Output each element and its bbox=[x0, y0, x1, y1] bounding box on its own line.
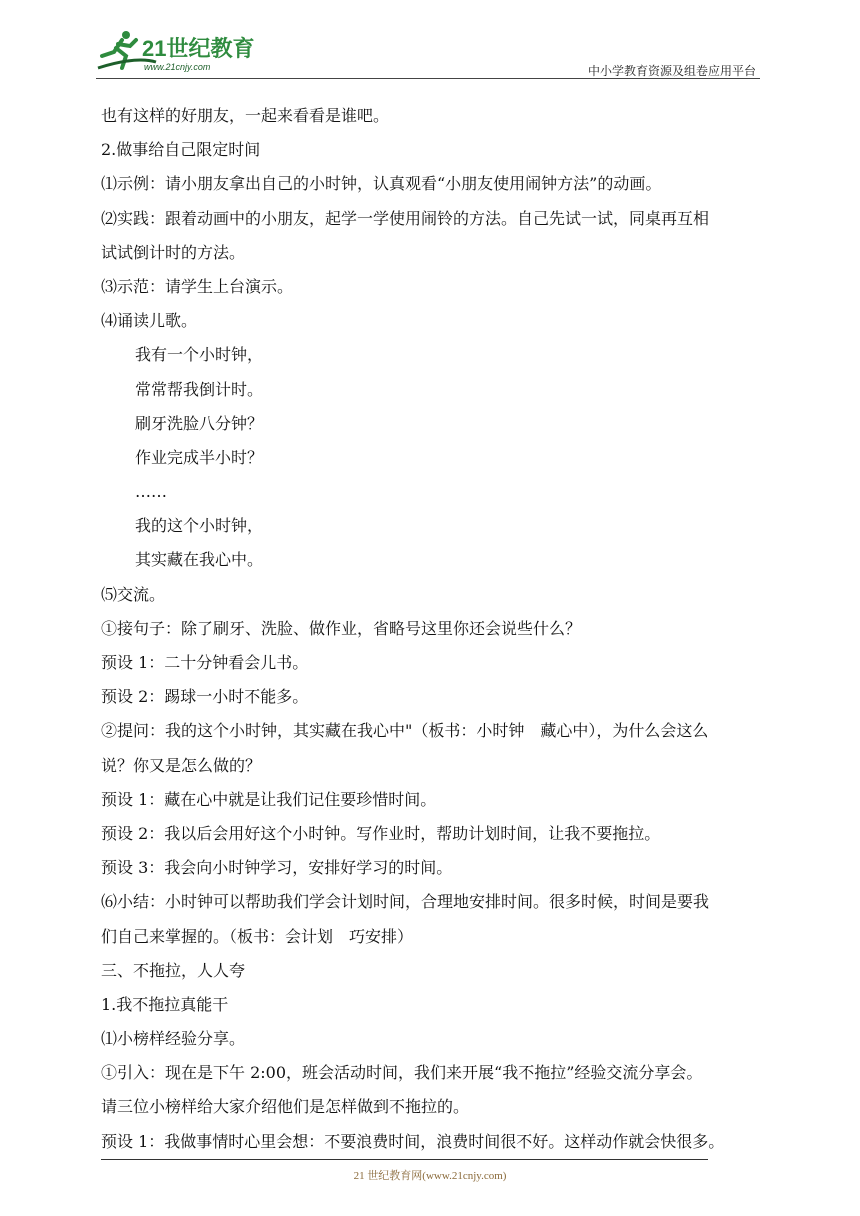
text-line: 也有这样的好朋友，一起来看看是谁吧。 bbox=[101, 106, 390, 125]
poem-line: 我的这个小时钟， bbox=[135, 516, 264, 536]
page-footer: 21 世纪教育网(www.21cnjy.com) bbox=[353, 1170, 507, 1182]
text-line: ⑵实践：跟着动画中的小朋友，起学一学使用闹铃的方法。自己先试一试，同桌再互相 bbox=[101, 208, 710, 228]
logo-text: 21世纪教育 bbox=[142, 36, 255, 61]
text-line: 预设 1：我做事情时心里会想：不要浪费时间，浪费时间很不好。这样动作就会快很多。 bbox=[101, 1131, 725, 1151]
text-line: ⑴小榜样经验分享。 bbox=[101, 1029, 246, 1049]
text-line: 们自己来掌握的。（板书：会计划 巧安排） bbox=[101, 926, 414, 946]
page-header bbox=[96, 26, 760, 78]
logo-url: www.21cnjy.com bbox=[144, 62, 211, 72]
text-line: ⑷诵读儿歌。 bbox=[101, 311, 198, 331]
text-line: ①引入：现在是下午 2:00，班会活动时间，我们来开展“我不拖拉”经验交流分享会。 bbox=[101, 1063, 703, 1083]
text-line: ⑸交流。 bbox=[101, 584, 166, 604]
poem-line: 我有一个小时钟， bbox=[135, 345, 264, 365]
header-divider bbox=[96, 78, 760, 79]
section-heading: 2.做事给自己限定时间 bbox=[101, 140, 261, 160]
text-line: ②提问：我的这个小时钟，其实藏在我心中"（板书：小时钟 藏心中），为什么会这么 bbox=[101, 721, 709, 741]
text-line: 预设 2：踢球一小时不能多。 bbox=[101, 687, 309, 707]
poem-line: 常常帮我倒计时。 bbox=[135, 379, 264, 399]
text-line: 请三位小榜样给大家介绍他们是怎样做到不拖拉的。 bbox=[101, 1097, 470, 1117]
document-body bbox=[101, 103, 766, 1163]
text-line: ①接句子：除了刷牙、洗脸、做作业，省略号这里你还会说些什么？ bbox=[101, 618, 582, 638]
poem-line: 刷牙洗脸八分钟？ bbox=[135, 413, 264, 433]
text-line: 预设 1：二十分钟看会儿书。 bbox=[101, 653, 309, 672]
section-heading: 1.我不拖拉真能干 bbox=[101, 994, 229, 1014]
header-platform-text: 中小学教育资源及组卷应用平台 bbox=[587, 64, 756, 78]
text-line: 试试倒计时的方法。 bbox=[101, 242, 246, 262]
logo bbox=[96, 26, 266, 76]
poem-line: 其实藏在我心中。 bbox=[135, 550, 264, 570]
text-line: ⑴示例：请小朋友拿出自己的小时钟，认真观看“小朋友使用闹钟方法”的动画。 bbox=[101, 174, 662, 194]
poem-ellipsis: …… bbox=[135, 482, 167, 502]
text-line: 预设 2：我以后会用好这个小时钟。写作业时，帮助计划时间，让我不要拖拉。 bbox=[101, 823, 661, 843]
footer-divider bbox=[101, 1159, 708, 1160]
poem-line: 作业完成半小时？ bbox=[135, 447, 264, 467]
text-line: 预设 1：藏在心中就是让我们记住要珍惜时间。 bbox=[101, 789, 437, 809]
text-line: 说？你又是怎么做的？ bbox=[101, 755, 262, 775]
text-line: ⑶示范：请学生上台演示。 bbox=[101, 276, 294, 296]
section-heading: 三、不拖拉，人人夸 bbox=[101, 960, 246, 980]
text-line: ⑹小结：小时钟可以帮助我们学会计划时间，合理地安排时间。很多时候，时间是要我 bbox=[101, 892, 710, 912]
text-line: 预设 3：我会向小时钟学习，安排好学习的时间。 bbox=[101, 858, 453, 878]
